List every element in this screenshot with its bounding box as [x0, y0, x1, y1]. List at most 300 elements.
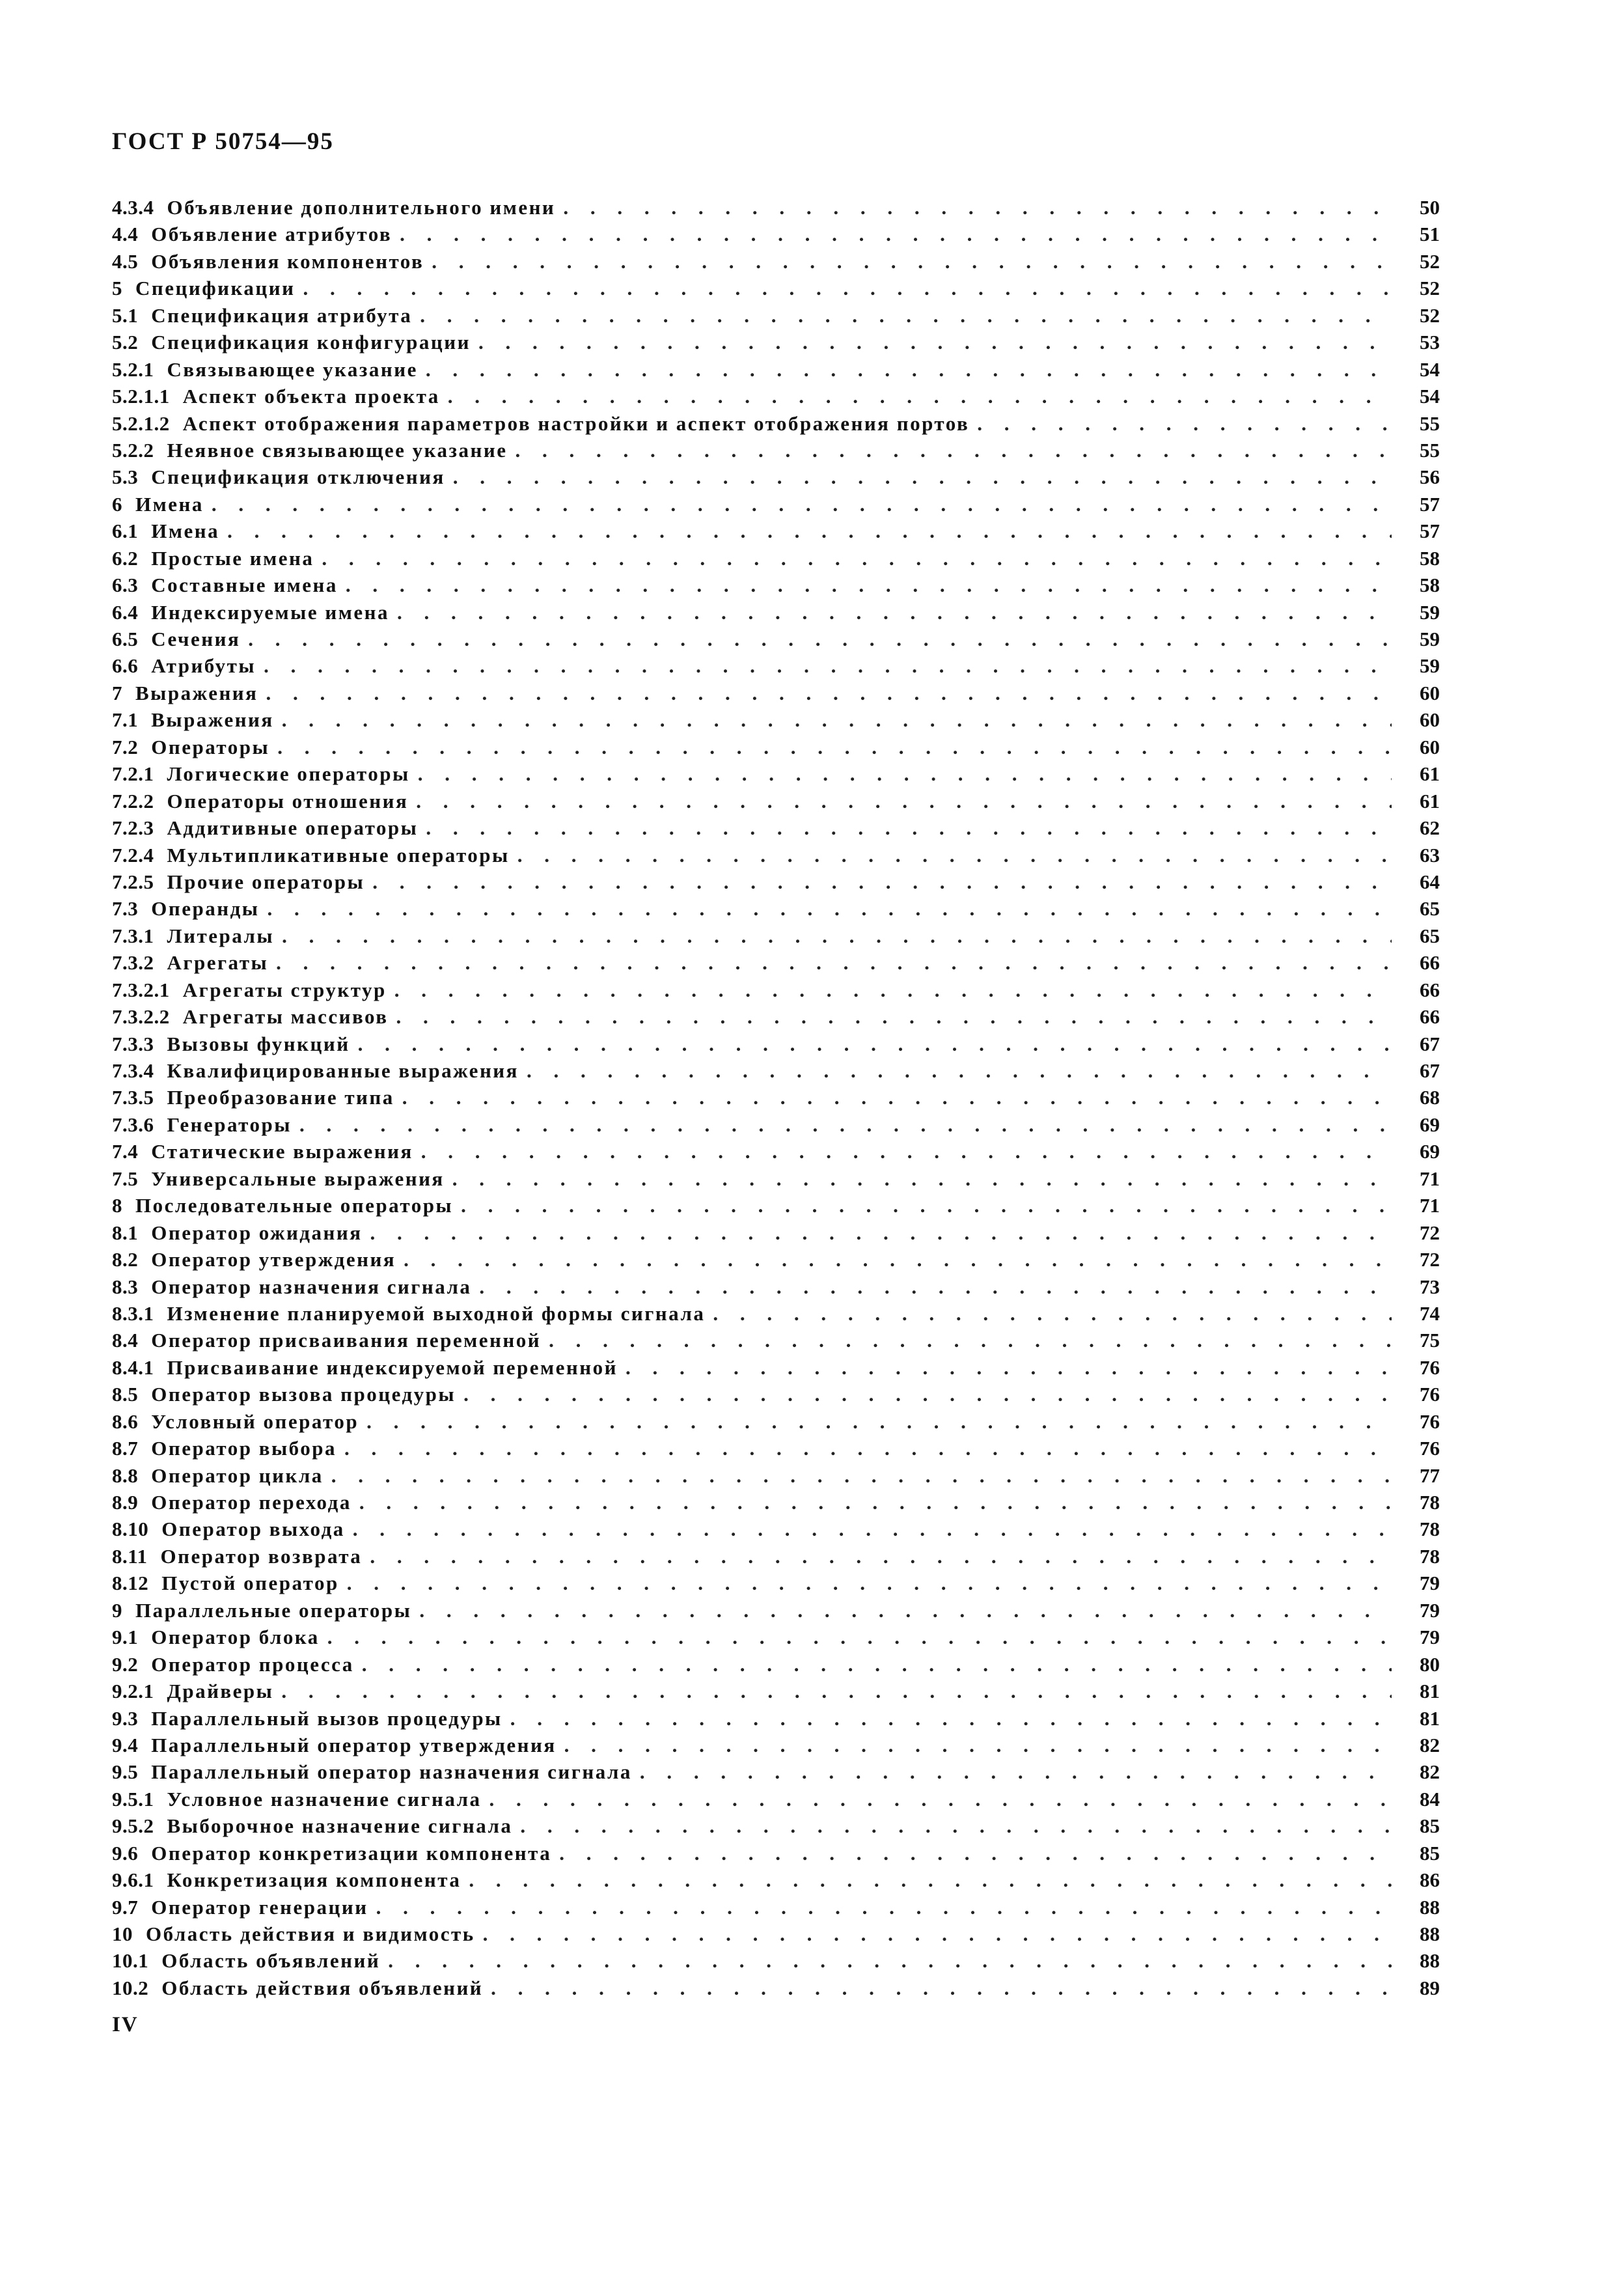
toc-entry-number: 4.5 — [112, 249, 139, 273]
toc-entry — [112, 626, 1440, 652]
toc-entry — [112, 1246, 1440, 1273]
toc-dot-leader — [344, 1435, 1392, 1462]
toc-entry — [112, 923, 1440, 949]
toc-entry-number: 9.6.1 — [112, 1868, 154, 1892]
toc-entry-number: 5.3 — [112, 465, 139, 489]
toc-entry — [112, 1219, 1440, 1246]
toc-entry-title: Условное назначение сигнала — [167, 1787, 482, 1810]
toc-entry-number: 10.1 — [112, 1949, 149, 1973]
toc-entry-number: 5.2.1.2 — [112, 411, 170, 435]
toc-entry-number: 6 — [112, 492, 122, 516]
toc-dot-leader — [416, 788, 1392, 814]
toc-entry-title: Параллельный вызов процедуры — [151, 1706, 502, 1730]
toc-entry-page: 82 — [1420, 1733, 1440, 1756]
toc-entry — [112, 1921, 1440, 1947]
toc-entry-number: 8.3.1 — [112, 1301, 154, 1325]
toc-dot-leader — [358, 1031, 1392, 1057]
toc-entry-page: 78 — [1420, 1544, 1440, 1568]
toc-entry-page: 85 — [1420, 1814, 1440, 1838]
toc-dot-leader — [469, 1866, 1392, 1893]
toc-dot-leader — [266, 680, 1392, 706]
toc-dot-leader — [432, 248, 1392, 275]
toc-entry-number: 8.8 — [112, 1464, 139, 1487]
toc-entry-number: 7.3.2.1 — [112, 978, 170, 1001]
toc-entry-title: Литералы — [167, 924, 275, 947]
toc-entry — [112, 1597, 1440, 1624]
toc-dot-leader — [478, 329, 1392, 355]
toc-entry — [112, 464, 1440, 490]
toc-entry-page: 66 — [1420, 978, 1440, 1001]
toc-entry — [112, 1516, 1440, 1542]
toc-entry-title: Атрибуты — [151, 654, 256, 678]
toc-entry-number: 7.3.5 — [112, 1086, 154, 1109]
toc-dot-leader — [404, 1246, 1392, 1273]
toc-entry-number: 7.2.2 — [112, 789, 154, 812]
toc-entry-page: 61 — [1420, 789, 1440, 812]
toc-entry — [112, 572, 1440, 598]
toc-entry — [112, 1057, 1440, 1084]
toc-entry-number: 9.5.2 — [112, 1814, 154, 1838]
toc-entry-number: 9.3 — [112, 1706, 139, 1730]
toc-entry-title: Имена — [151, 520, 220, 543]
toc-entry-title: Условный оператор — [151, 1409, 359, 1433]
toc-entry-title: Операторы — [151, 735, 270, 758]
table-of-contents — [112, 194, 1440, 2001]
toc-entry-page: 82 — [1420, 1760, 1440, 1784]
toc-entry-page: 50 — [1420, 196, 1440, 219]
toc-entry-number: 10.2 — [112, 1976, 149, 1999]
toc-dot-leader — [277, 734, 1392, 760]
toc-entry-page: 52 — [1420, 277, 1440, 300]
toc-entry-page: 59 — [1420, 628, 1440, 650]
toc-entry-page: 75 — [1420, 1329, 1440, 1352]
toc-entry-page: 67 — [1420, 1059, 1440, 1082]
toc-entry-title: Вызовы функций — [167, 1032, 350, 1055]
toc-entry-number: 9.4 — [112, 1733, 139, 1756]
toc-entry-page: 72 — [1420, 1248, 1440, 1271]
toc-entry-page: 65 — [1420, 924, 1440, 947]
toc-entry-page: 59 — [1420, 654, 1440, 678]
toc-entry — [112, 1300, 1440, 1327]
toc-entry-page: 76 — [1420, 1383, 1440, 1406]
toc-entry-title: Спецификации — [135, 277, 296, 300]
toc-entry-number: 7.3.2.2 — [112, 1005, 170, 1029]
toc-dot-leader — [370, 1543, 1392, 1570]
toc-entry-page: 54 — [1420, 385, 1440, 408]
toc-entry — [112, 1894, 1440, 1921]
toc-entry-title: Объявление атрибутов — [151, 223, 392, 246]
toc-dot-leader — [463, 1381, 1392, 1408]
toc-entry-title: Сечения — [151, 628, 241, 650]
toc-entry-number: 6.2 — [112, 546, 139, 570]
toc-entry-number: 9.6 — [112, 1841, 139, 1865]
toc-entry-page: 55 — [1420, 411, 1440, 435]
toc-entry-title: Логические операторы — [167, 762, 410, 786]
toc-entry-page: 78 — [1420, 1518, 1440, 1541]
toc-entry-page: 57 — [1420, 520, 1440, 543]
toc-entry — [112, 1678, 1440, 1704]
toc-entry-title: Спецификация отключения — [151, 465, 445, 489]
toc-dot-leader — [212, 491, 1392, 518]
toc-dot-leader — [491, 1975, 1392, 2001]
toc-dot-leader — [426, 356, 1392, 383]
toc-entry-title: Оператор перехода — [151, 1491, 351, 1514]
toc-entry-number: 7.2.3 — [112, 816, 154, 840]
toc-dot-leader — [483, 1921, 1392, 1947]
toc-dot-leader — [299, 1111, 1392, 1138]
toc-dot-leader — [426, 814, 1392, 841]
toc-entry — [112, 1705, 1440, 1732]
toc-entry-title: Оператор ожидания — [151, 1221, 363, 1244]
toc-dot-leader — [489, 1786, 1392, 1812]
toc-entry-page: 56 — [1420, 465, 1440, 489]
toc-entry — [112, 1138, 1440, 1165]
toc-entry-title: Агрегаты структур — [182, 978, 387, 1001]
toc-entry-title: Спецификация атрибута — [151, 303, 413, 327]
toc-dot-leader — [448, 383, 1392, 409]
toc-entry-page: 79 — [1420, 1572, 1440, 1595]
toc-dot-leader — [303, 275, 1392, 301]
toc-entry-number: 5.2.1.1 — [112, 385, 170, 408]
toc-entry — [112, 680, 1440, 706]
toc-entry-number: 4.3.4 — [112, 196, 154, 219]
toc-entry-page: 53 — [1420, 331, 1440, 354]
toc-entry — [112, 814, 1440, 841]
toc-entry-number: 8.7 — [112, 1437, 139, 1460]
toc-dot-leader — [346, 572, 1392, 598]
toc-entry-title: Выражения — [135, 681, 258, 704]
toc-dot-leader — [452, 1165, 1392, 1192]
toc-entry-page: 76 — [1420, 1437, 1440, 1460]
toc-entry-page: 88 — [1420, 1922, 1440, 1945]
toc-entry-number: 6.3 — [112, 574, 139, 597]
toc-dot-leader — [527, 1057, 1392, 1084]
toc-entry-page: 72 — [1420, 1221, 1440, 1244]
toc-entry — [112, 329, 1440, 355]
toc-entry-number: 5.2.2 — [112, 438, 154, 462]
toc-dot-leader — [400, 221, 1392, 247]
toc-entry-page: 88 — [1420, 1895, 1440, 1919]
toc-dot-leader — [421, 1138, 1392, 1165]
toc-entry — [112, 437, 1440, 464]
toc-dot-leader — [563, 194, 1392, 221]
toc-entry-page: 59 — [1420, 600, 1440, 624]
toc-entry-number: 7.2.5 — [112, 870, 154, 893]
toc-entry-title: Последовательные операторы — [135, 1194, 454, 1217]
toc-entry-page: 79 — [1420, 1598, 1440, 1622]
toc-dot-leader — [366, 1408, 1392, 1435]
toc-dot-leader — [510, 1705, 1392, 1732]
toc-entry-title: Конкретизация компонента — [167, 1868, 461, 1892]
toc-entry-title: Параллельный оператор назначения сигнала — [151, 1760, 632, 1784]
toc-entry-page: 66 — [1420, 951, 1440, 975]
toc-entry-page: 76 — [1420, 1409, 1440, 1433]
toc-entry — [112, 248, 1440, 275]
toc-entry-title: Индексируемые имена — [151, 600, 389, 624]
toc-entry-page: 76 — [1420, 1355, 1440, 1379]
toc-entry-title: Оператор выхода — [161, 1518, 345, 1541]
toc-entry-number: 9.7 — [112, 1895, 139, 1919]
toc-entry-number: 9.2.1 — [112, 1680, 154, 1703]
toc-entry-page: 88 — [1420, 1949, 1440, 1973]
toc-dot-leader — [267, 895, 1392, 922]
toc-entry — [112, 1651, 1440, 1678]
toc-entry — [112, 842, 1440, 868]
toc-entry-title: Оператор присваивания переменной — [151, 1329, 542, 1352]
toc-entry-number: 7.3.1 — [112, 924, 154, 947]
toc-entry — [112, 868, 1440, 895]
toc-entry-page: 69 — [1420, 1113, 1440, 1136]
toc-entry — [112, 1758, 1440, 1785]
toc-dot-leader — [276, 949, 1392, 976]
toc-entry-title: Универсальные выражения — [151, 1167, 445, 1190]
document-header: ГОСТ Р 50754—95 — [112, 128, 334, 155]
toc-entry-page: 51 — [1420, 223, 1440, 246]
toc-entry-number: 6.5 — [112, 628, 139, 650]
toc-entry-title: Квалифицированные выражения — [167, 1059, 519, 1082]
toc-dot-leader — [331, 1462, 1392, 1489]
toc-entry — [112, 1327, 1440, 1353]
toc-entry-number: 8.4.1 — [112, 1355, 154, 1379]
toc-dot-leader — [564, 1732, 1392, 1758]
toc-dot-leader — [327, 1624, 1392, 1650]
toc-entry-page: 63 — [1420, 843, 1440, 867]
toc-entry-number: 8.9 — [112, 1491, 139, 1514]
toc-dot-leader — [248, 626, 1392, 652]
toc-entry-page: 55 — [1420, 438, 1440, 462]
toc-entry-title: Аспект отображения параметров настройки и аспект отображения портов — [182, 411, 970, 435]
toc-entry-title: Составные имена — [151, 574, 338, 597]
toc-entry-title: Операторы отношения — [167, 789, 409, 812]
toc-entry — [112, 1165, 1440, 1192]
toc-entry-title: Область действия объявлений — [161, 1976, 484, 1999]
toc-entry-number: 7.1 — [112, 708, 139, 732]
toc-entry-title: Область объявлений — [161, 1949, 381, 1973]
toc-entry — [112, 1031, 1440, 1057]
toc-entry — [112, 1354, 1440, 1381]
toc-entry-title: Оператор выбора — [151, 1437, 337, 1460]
toc-entry-number: 8.5 — [112, 1383, 139, 1406]
toc-entry-title: Оператор возврата — [160, 1544, 363, 1568]
toc-dot-leader — [559, 1840, 1392, 1866]
toc-entry — [112, 491, 1440, 518]
toc-entry-number: 7.3.2 — [112, 951, 154, 975]
toc-entry-title: Мультипликативные операторы — [167, 843, 510, 867]
toc-dot-leader — [520, 1812, 1392, 1839]
toc-entry-number: 4.4 — [112, 223, 139, 246]
toc-entry-title: Объявление дополнительного имени — [167, 196, 556, 219]
toc-entry-page: 66 — [1420, 1005, 1440, 1029]
toc-dot-leader — [370, 1219, 1392, 1246]
toc-entry-number: 8.6 — [112, 1409, 139, 1433]
toc-entry-number: 7.5 — [112, 1167, 139, 1190]
toc-dot-leader — [282, 706, 1392, 733]
toc-entry-page: 77 — [1420, 1464, 1440, 1487]
toc-entry — [112, 1084, 1440, 1111]
toc-entry-number: 9.5.1 — [112, 1787, 154, 1810]
toc-entry-page: 84 — [1420, 1787, 1440, 1810]
toc-entry — [112, 1732, 1440, 1758]
toc-dot-leader — [626, 1354, 1392, 1381]
toc-dot-leader — [402, 1084, 1392, 1111]
toc-entry — [112, 1947, 1440, 1974]
toc-entry-page: 58 — [1420, 574, 1440, 597]
toc-entry-title: Неявное связывающее указание — [167, 438, 508, 462]
toc-entry-page: 81 — [1420, 1706, 1440, 1730]
toc-dot-leader — [420, 302, 1392, 329]
toc-entry — [112, 734, 1440, 760]
toc-entry-number: 9.5 — [112, 1760, 139, 1784]
toc-dot-leader — [372, 868, 1392, 895]
toc-entry-page: 62 — [1420, 816, 1440, 840]
toc-entry-number: 6.1 — [112, 520, 139, 543]
toc-entry — [112, 977, 1440, 1003]
toc-dot-leader — [397, 599, 1392, 626]
toc-entry-number: 9.2 — [112, 1652, 139, 1676]
toc-entry — [112, 302, 1440, 329]
toc-entry — [112, 356, 1440, 383]
toc-entry-number: 8.4 — [112, 1329, 139, 1352]
toc-entry — [112, 949, 1440, 976]
toc-entry — [112, 1624, 1440, 1650]
toc-entry-number: 6.6 — [112, 654, 139, 678]
toc-dot-leader — [418, 760, 1392, 787]
toc-entry-title: Выражения — [151, 708, 274, 732]
toc-entry-number: 5.1 — [112, 303, 139, 327]
toc-entry-title: Агрегаты массивов — [182, 1005, 389, 1029]
toc-dot-leader — [461, 1192, 1392, 1219]
toc-entry — [112, 1192, 1440, 1219]
toc-entry-number: 6.4 — [112, 600, 139, 624]
toc-dot-leader — [479, 1273, 1392, 1300]
toc-entry-number: 8.12 — [112, 1572, 149, 1595]
toc-entry-title: Оператор утверждения — [151, 1248, 396, 1271]
toc-entry-page: 58 — [1420, 546, 1440, 570]
toc-entry-title: Простые имена — [151, 546, 314, 570]
toc-entry-number: 10 — [112, 1922, 133, 1945]
toc-entry-number: 5.2 — [112, 331, 139, 354]
toc-entry-title: Область действия и видимость — [146, 1922, 475, 1945]
toc-entry-page: 79 — [1420, 1626, 1440, 1649]
toc-entry — [112, 706, 1440, 733]
toc-entry — [112, 895, 1440, 922]
toc-entry-title: Пустой оператор — [161, 1572, 339, 1595]
toc-dot-leader — [517, 842, 1392, 868]
toc-entry-number: 9 — [112, 1598, 122, 1622]
toc-entry-number: 8.2 — [112, 1248, 139, 1271]
toc-entry — [112, 518, 1440, 544]
toc-entry-title: Оператор генерации — [151, 1895, 368, 1919]
toc-dot-leader — [388, 1947, 1392, 1974]
toc-entry-page: 61 — [1420, 762, 1440, 786]
toc-entry-title: Статические выражения — [151, 1140, 413, 1163]
toc-entry-number: 8 — [112, 1194, 122, 1217]
toc-entry-page: 85 — [1420, 1841, 1440, 1865]
toc-dot-leader — [396, 1003, 1392, 1030]
toc-entry-title: Операнды — [151, 897, 260, 921]
toc-entry-title: Присваивание индексируемой переменной — [167, 1355, 618, 1379]
toc-entry-page: 52 — [1420, 249, 1440, 273]
toc-entry — [112, 194, 1440, 221]
toc-entry-page: 71 — [1420, 1167, 1440, 1190]
toc-entry-number: 7.3.4 — [112, 1059, 154, 1082]
toc-entry — [112, 1570, 1440, 1596]
toc-dot-leader — [453, 464, 1392, 490]
toc-entry-number: 7.2.1 — [112, 762, 154, 786]
toc-entry-title: Связывающее указание — [167, 357, 418, 381]
toc-entry-number: 8.3 — [112, 1275, 139, 1298]
toc-dot-leader — [713, 1300, 1392, 1327]
toc-dot-leader — [227, 518, 1392, 544]
toc-dot-leader — [347, 1570, 1392, 1596]
toc-entry-page: 80 — [1420, 1652, 1440, 1676]
toc-entry-title: Аспект объекта проекта — [182, 385, 440, 408]
toc-entry-title: Драйверы — [167, 1680, 274, 1703]
toc-entry-title: Параллельные операторы — [135, 1598, 412, 1622]
toc-dot-leader — [640, 1758, 1392, 1785]
toc-entry-number: 7.3.6 — [112, 1113, 154, 1136]
toc-entry — [112, 1786, 1440, 1812]
toc-entry — [112, 1840, 1440, 1866]
toc-dot-leader — [362, 1651, 1392, 1678]
toc-dot-leader — [977, 410, 1392, 437]
toc-entry-title: Спецификация конфигурации — [151, 331, 471, 354]
toc-dot-leader — [376, 1894, 1392, 1921]
toc-entry-number: 7 — [112, 681, 122, 704]
toc-dot-leader — [515, 437, 1392, 464]
toc-entry — [112, 599, 1440, 626]
toc-dot-leader — [281, 1678, 1392, 1704]
toc-entry-number: 7.2 — [112, 735, 139, 758]
toc-entry-number: 5 — [112, 277, 122, 300]
toc-entry — [112, 221, 1440, 247]
toc-entry — [112, 410, 1440, 437]
toc-entry-page: 78 — [1420, 1491, 1440, 1514]
toc-entry-page: 65 — [1420, 897, 1440, 921]
toc-entry-title: Генераторы — [167, 1113, 292, 1136]
toc-entry-title: Объявления компонентов — [151, 249, 424, 273]
toc-entry-number: 8.11 — [112, 1544, 148, 1568]
toc-entry-title: Преобразование типа — [167, 1086, 394, 1109]
toc-entry-page: 73 — [1420, 1275, 1440, 1298]
toc-entry-number: 7.3 — [112, 897, 139, 921]
toc-entry-page: 89 — [1420, 1976, 1440, 1999]
toc-dot-leader — [322, 545, 1392, 572]
toc-entry-page: 60 — [1420, 681, 1440, 704]
toc-entry-number: 7.4 — [112, 1140, 139, 1163]
toc-entry-number: 5.2.1 — [112, 357, 154, 381]
toc-entry-page: 64 — [1420, 870, 1440, 893]
toc-entry-page: 52 — [1420, 303, 1440, 327]
toc-entry-title: Оператор вызова процедуры — [151, 1383, 456, 1406]
toc-entry — [112, 1111, 1440, 1138]
toc-entry-number: 9.1 — [112, 1626, 139, 1649]
toc-dot-leader — [264, 652, 1392, 679]
toc-entry-title: Аддитивные операторы — [167, 816, 419, 840]
toc-entry — [112, 1975, 1440, 2001]
toc-dot-leader — [549, 1327, 1392, 1353]
page-number: IV — [112, 2013, 139, 2036]
toc-entry-title: Оператор блока — [151, 1626, 320, 1649]
toc-entry-title: Имена — [135, 492, 204, 516]
toc-entry-page: 74 — [1420, 1301, 1440, 1325]
toc-entry — [112, 1543, 1440, 1570]
toc-entry — [112, 545, 1440, 572]
toc-entry — [112, 1408, 1440, 1435]
toc-dot-leader — [419, 1597, 1392, 1624]
toc-entry-title: Параллельный оператор утверждения — [151, 1733, 557, 1756]
toc-entry-page: 67 — [1420, 1032, 1440, 1055]
